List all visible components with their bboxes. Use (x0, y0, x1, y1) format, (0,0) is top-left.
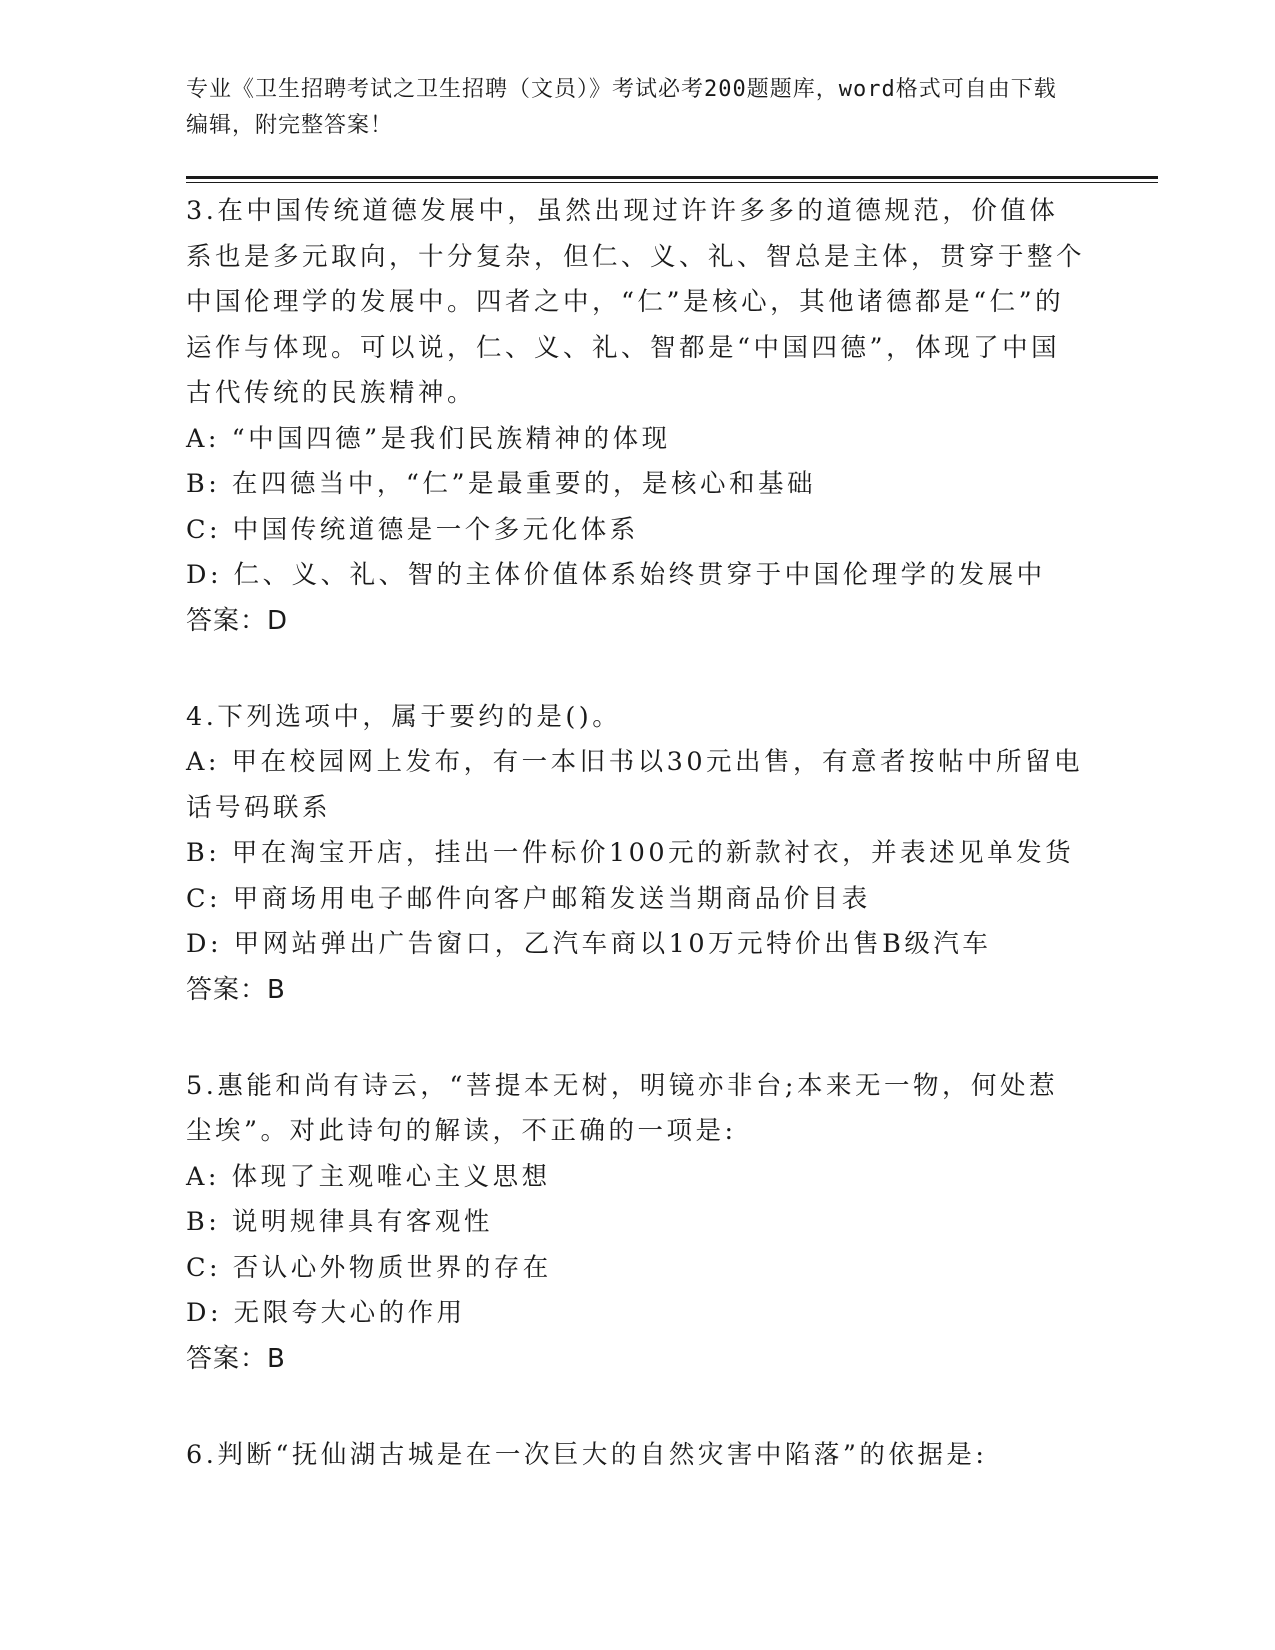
answer: 答案：B (186, 974, 286, 1005)
option-b: B: 说明规律具有客观性 (186, 1207, 493, 1237)
header-rule-thick (186, 176, 1158, 179)
answer: 答案：D (186, 605, 289, 636)
option-d: D: 无限夸大心的作用 (186, 1298, 466, 1328)
question-stem: 5.惠能和尚有诗云，“菩提本无树，明镜亦非台;本来无一物，何处惹尘埃”。对此诗句的解读，不正确的一项是: (186, 1070, 1058, 1146)
option-a: A: “中国四德”是我们民族精神的体现 (186, 423, 671, 454)
option-d: D: 甲网站弹出广告窗口，乙汽车商以10万元特价出售B级汽车 (186, 929, 992, 959)
question-4 (186, 695, 1086, 1013)
header-rule-thin (186, 182, 1158, 183)
answer: 答案：B (186, 1343, 286, 1374)
question-5 (186, 1064, 1086, 1382)
option-c: C: 否认心外物质世界的存在 (186, 1252, 552, 1283)
document-header: 专业《卫生招聘考试之卫生招聘（文员）》考试必考200题题库，word格式可自由下载编辑，附完整答案！ (186, 77, 1057, 138)
question-stem: 4.下列选项中，属于要约的是()。 (186, 701, 622, 732)
option-c: C: 中国传统道德是一个多元化体系 (186, 514, 639, 545)
option-a: A: 体现了主观唯心主义思想 (186, 1161, 551, 1192)
option-b: B: 甲在淘宝开店，挂出一件标价100元的新款衬衣，并表述见单发货 (186, 838, 1075, 868)
question-list (186, 189, 1086, 1529)
question-stem: 6.判断“抚仙湖古城是在一次巨大的自然灾害中陷落”的依据是: (186, 1439, 988, 1470)
question-3 (186, 189, 1086, 644)
option-b: B: 在四德当中，“仁”是最重要的，是核心和基础 (186, 469, 817, 499)
option-d: D: 仁、义、礼、智的主体价值体系始终贯穿于中国伦理学的发展中 (186, 560, 1046, 590)
option-c: C: 甲商场用电子邮件向客户邮箱发送当期商品价目表 (186, 883, 871, 914)
option-a: A: 甲在校园网上发布，有一本旧书以30元出售，有意者按帖中所留电话号码联系 (186, 747, 1084, 823)
question-6 (186, 1433, 1086, 1479)
question-stem: 3.在中国传统道德发展中，虽然出现过许许多多的道德规范，价值体系也是多元取向，十分复杂，但仁、义、礼、智总是主体，贯穿于整个中国伦理学的发展中。四者之中，“仁”是核心，其他诸德都是“仁”的运作与体现。可以说，仁、义、礼、智都是“中国四德”，体现了中国古代传统的民族精神。 (186, 196, 1086, 408)
